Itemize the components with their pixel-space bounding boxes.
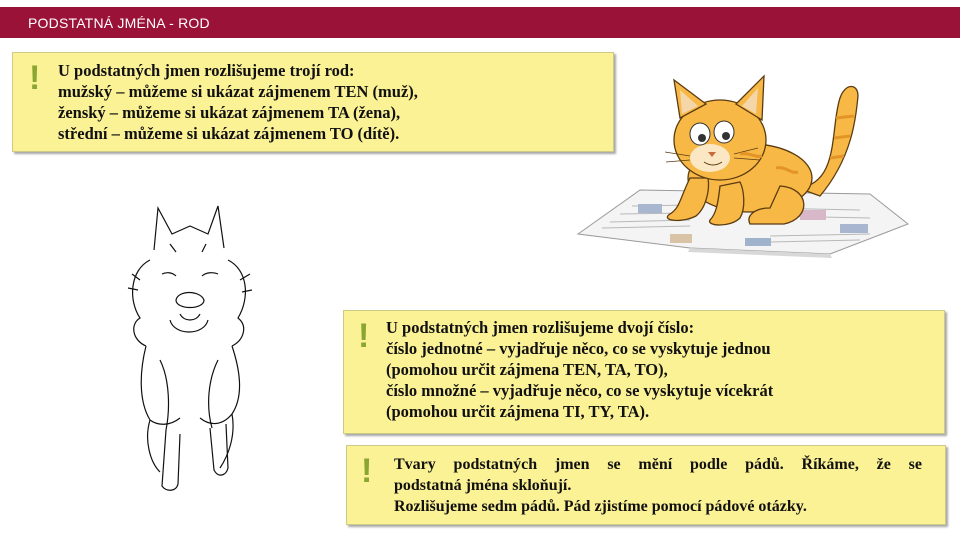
page-title: PODSTATNÁ JMÉNA - ROD [28,15,210,31]
note-word: že [876,456,891,473]
cases-note-box [346,445,946,525]
note-word: Tvary [394,456,436,473]
note-line: (pomohou určit zájmena TEN, TA, TO), [386,360,668,379]
note-line: podstatná jména skloňují. [394,477,572,494]
note-word: se [607,456,621,473]
number-note-box [343,310,945,434]
note-word: Říkáme, [801,456,859,473]
note-line: číslo množné – vyjadřuje něco, co se vyskytuje vícekrát [386,381,774,400]
note-word: pádů. [745,456,784,473]
note-word: se [908,456,922,473]
note-line: ženský – můžeme si ukázat zájmenem TA (žena), [58,103,401,122]
note-word: podle [689,456,728,473]
note-line: U podstatných jmen rozlišujeme trojí rod: [58,61,355,80]
note-line: (pomohou určit zájmena TI, TY, TA). [386,402,650,421]
exclamation-icon: ! [358,317,370,355]
note-line: Rozlišujeme sedm pádů. Pád zjistíme pomocí pádové otázky. [394,498,807,515]
exclamation-icon: ! [361,452,373,490]
note-line: U podstatných jmen rozlišujeme dvojí číslo: [386,318,695,337]
note-word: jmen [554,456,590,473]
gender-note-text [58,60,418,144]
number-note-text [386,317,773,422]
note-word: mění [638,456,673,473]
header-bar [0,7,960,38]
note-line: střední – můžeme si ukázat zájmenem TO (dítě). [58,124,400,143]
note-line: mužský – můžeme si ukázat zájmenem TEN (muž), [58,82,418,101]
cat-on-newspaper-illustration [540,58,940,268]
note-line [394,454,922,475]
exclamation-icon: ! [29,59,41,97]
gender-note-box [12,52,614,152]
cases-note-text [394,454,922,517]
wolf-sketch-illustration [110,200,270,500]
note-word: podstatných [453,456,538,473]
note-line: číslo jednotné – vyjadřuje něco, co se vyskytuje jednou [386,339,771,358]
